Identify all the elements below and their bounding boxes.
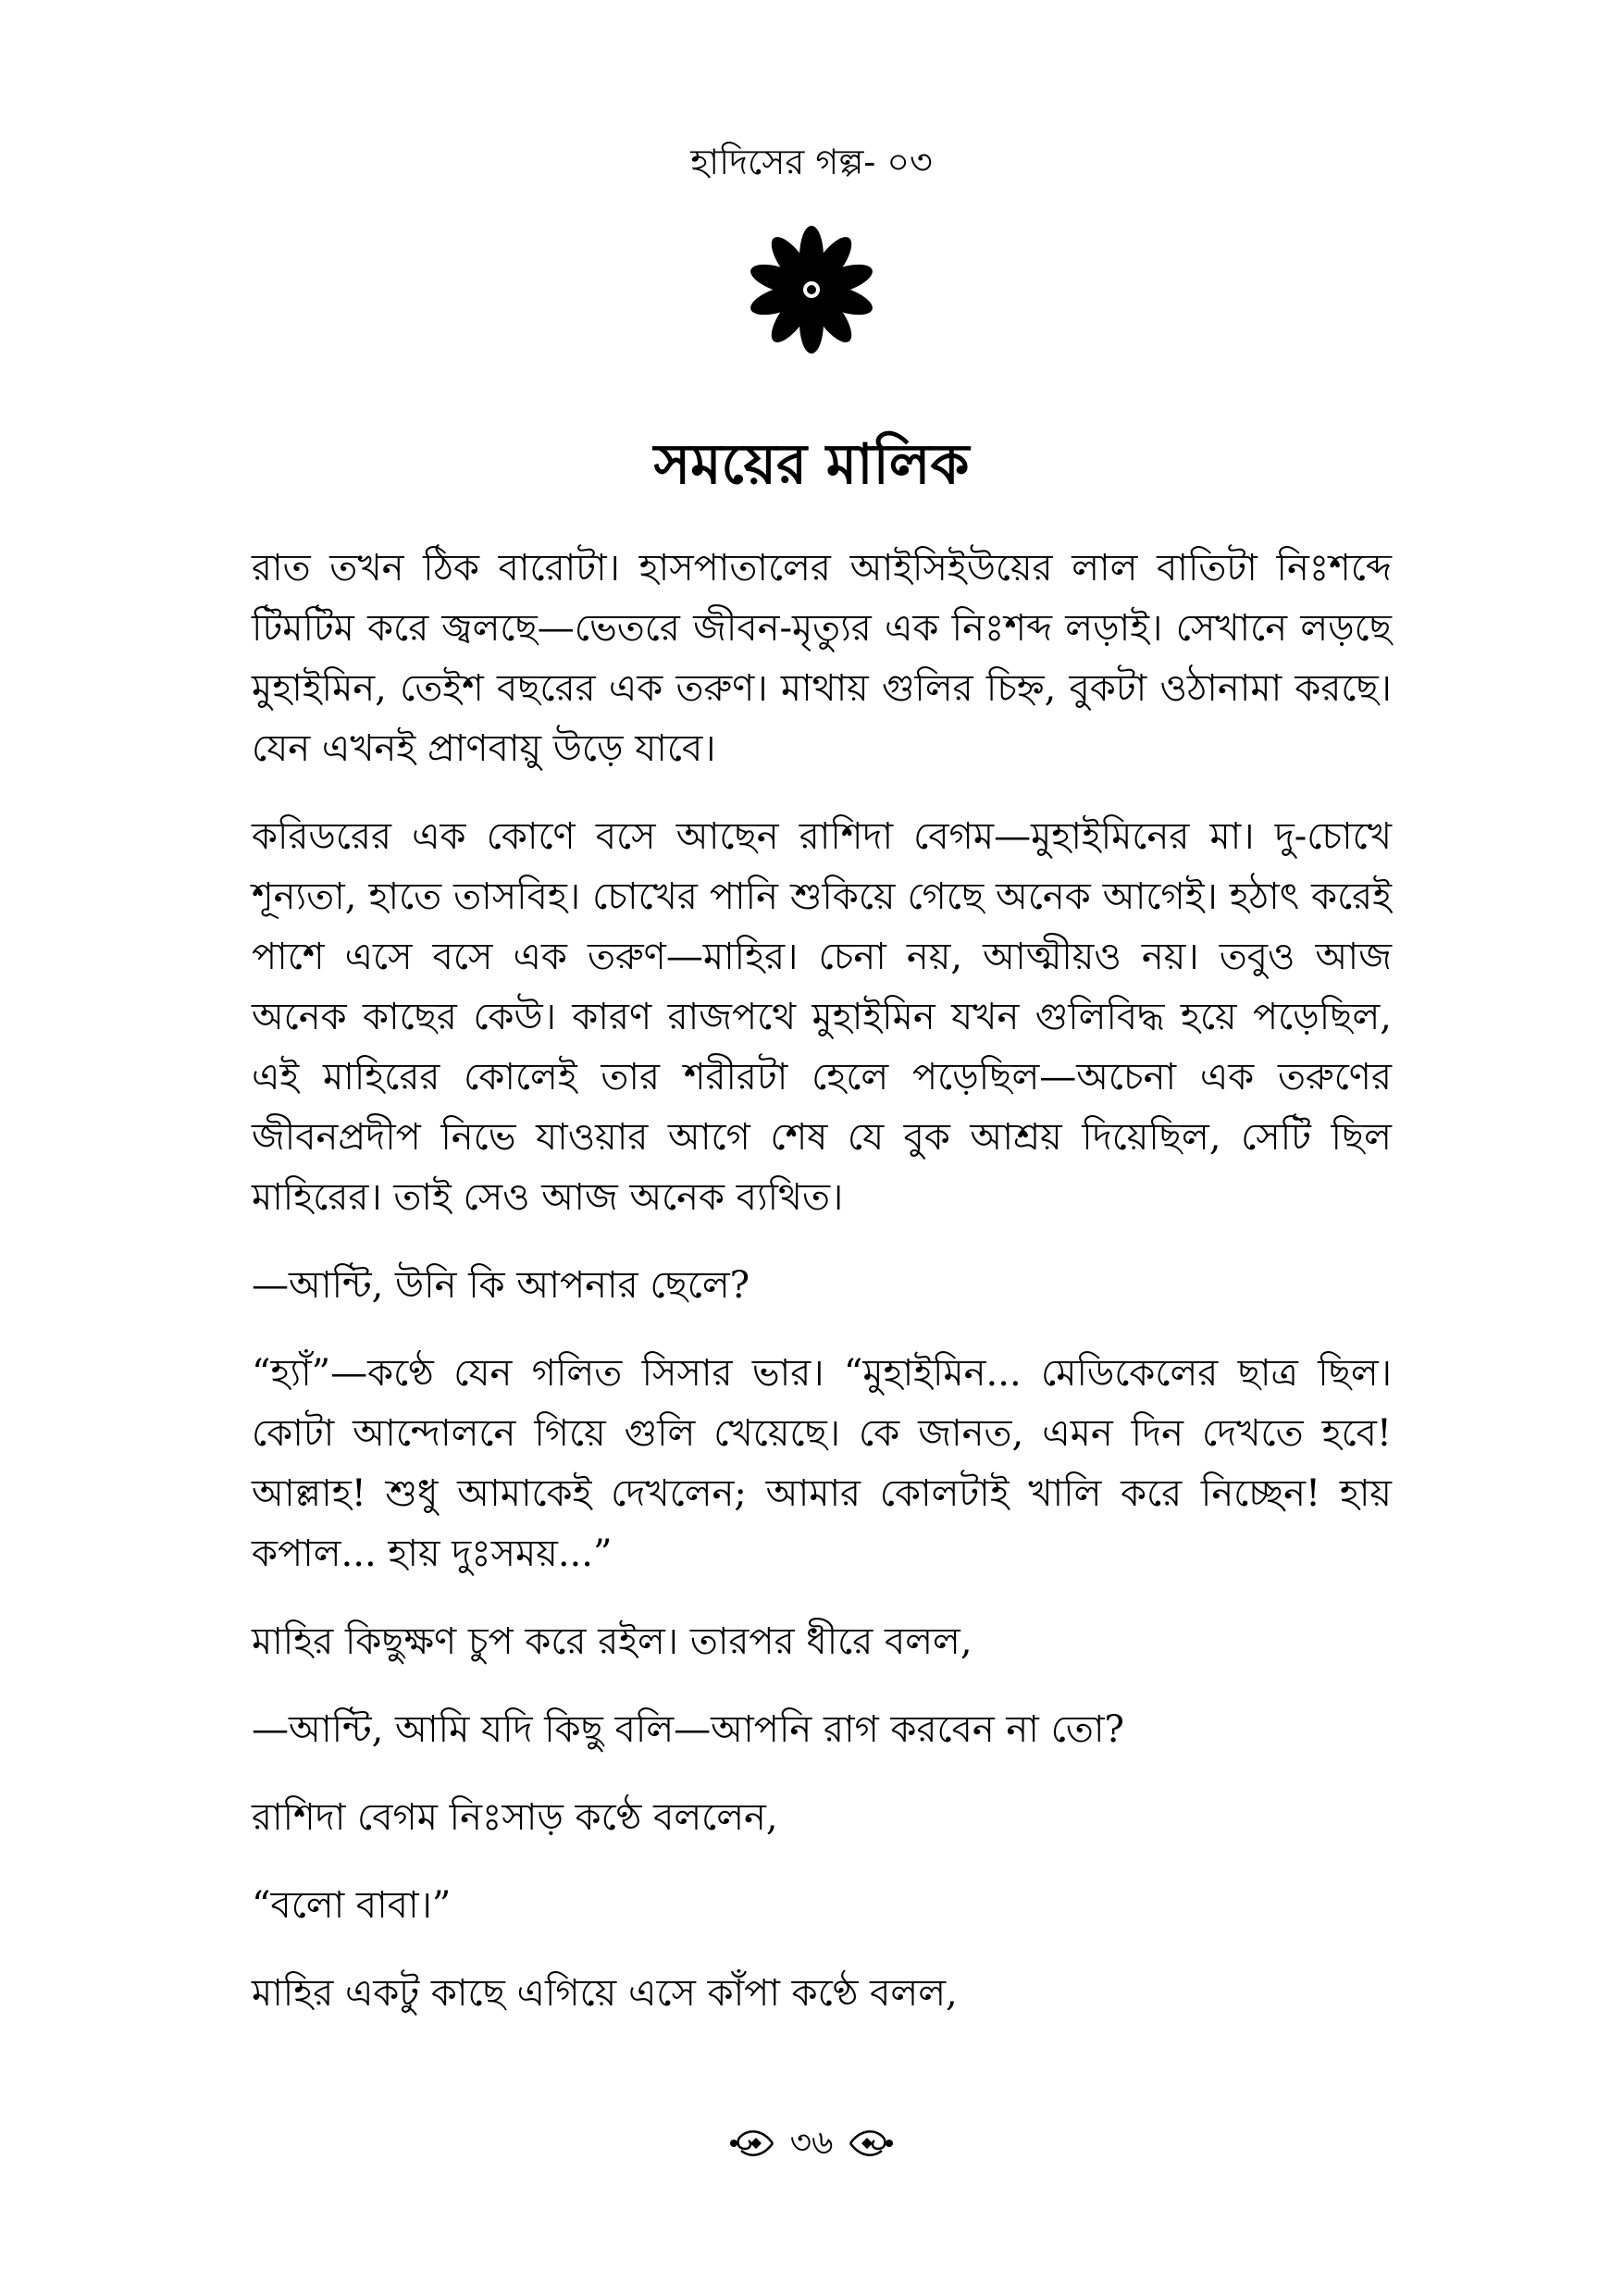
chapter-title: সময়ের মালিক [653,432,970,497]
paragraph-7: রাশিদা বেগম নিঃসাড় কণ্ঠে বললেন, [252,1796,778,1839]
folio-flourish-left-icon [728,2117,774,2169]
running-header: হাদিসের গল্প- ০৩ [690,142,933,182]
body-text [252,539,1392,2052]
paragraph-5: মাহির কিছুক্ষণ চুপ করে রইল। তারপর ধীরে বলল, [252,1620,973,1663]
folio-flourish-right-icon [849,2117,895,2169]
paragraph-9: মাহির একটু কাছে এগিয়ে এসে কাঁপা কণ্ঠে বলল, [252,1972,958,2015]
dialogue-line: —আন্টি, উনি কি আপনার ছেলে? [252,1264,750,1307]
dialogue-line: “বলো বাবা।” [252,1884,452,1927]
page-number: ৩৬ [789,2124,834,2162]
paragraph-4: “হ্যাঁ”—কণ্ঠে যেন গলিত সিসার ভার। “মুহাইমিন... মেডিকেলের ছাত্র ছিল। কোটা আন্দোলনে গিয়ে গুলি খেয়েছে। কে জানত, এমন দিন দেখতে হবে! আল্লাহ! শুধু আমাকেই দেখলেন; আমার কোলটাই খালি করে নিচ্ছেন! হায় কপাল... হায় দুঃসময়...” [252,1352,1392,1575]
page-number-folio [728,2117,895,2169]
paragraph-2: করিডরের এক কোণে বসে আছেন রাশিদা বেগম—মুহাইমিনের মা। দু-চোখে শূন্যতা, হাতে তাসবিহ। চোখের পানি শুকিয়ে গেছে অনেক আগেই। হঠাৎ করেই পাশে এসে বসে এক তরুণ—মাহির। চেনা নয়, আত্মীয়ও নয়। তবুও আজ অনেক কাছের কেউ। কারণ রাজপথে মুহাইমিন যখন গুলিবিদ্ধ হয়ে পড়েছিল, এই মাহিরের কোলেই তার শরীরটা হেলে পড়েছিল—অচেনা এক তরুণের জীবনপ্রদীপ নিভে যাওয়ার আগে শেষ যে বুক আশ্রয় দিয়েছিল, সেটি ছিল মাহিরের। তাই সেও আজ অনেক ব্যথিত। [252,815,1392,1219]
dialogue-line: —আন্টি, আমি যদি কিছু বলি—আপনি রাগ করবেন না তো? [252,1708,1124,1751]
flower-ornament-icon [744,222,879,357]
paragraph-1: রাত তখন ঠিক বারোটা। হাসপাতালের আইসিইউয়ের লাল বাতিটা নিঃশব্দে টিমটিম করে জ্বলছে—ভেতরে জীবন-মৃত্যুর এক নিঃশব্দ লড়াই। সেখানে লড়ছে মুহাইমিন, তেইশ বছরের এক তরুণ। মাথায় গুলির চিহ্ন, বুকটা ওঠানামা করছে। যেন এখনই প্রাণবায়ু উড়ে যাবে। [252,547,1392,770]
